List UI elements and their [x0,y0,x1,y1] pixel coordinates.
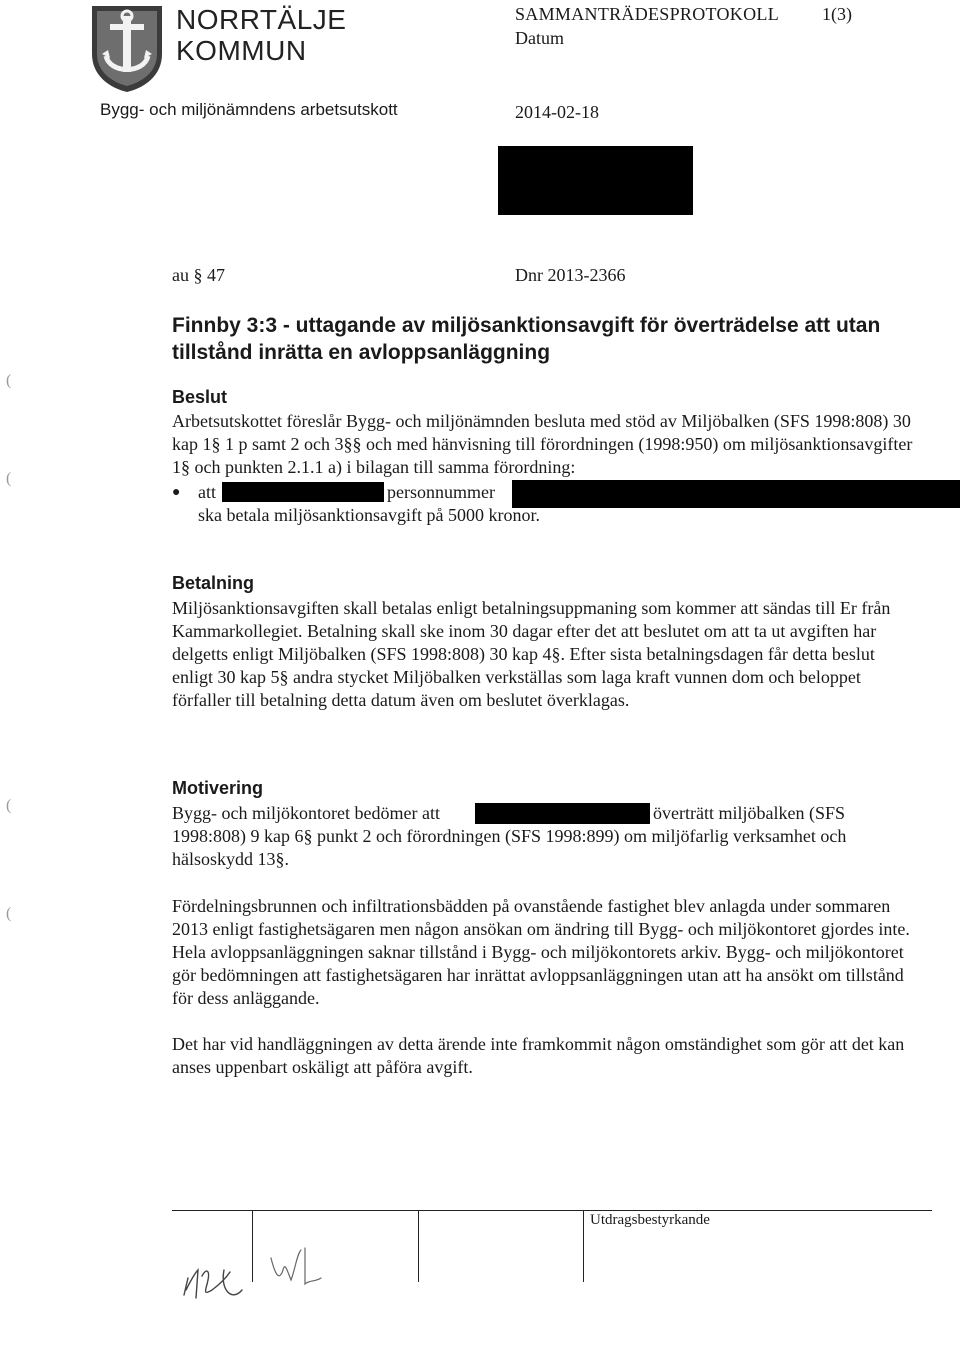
decision-bullet [172,481,932,504]
motivering-heading: Motivering [172,778,264,798]
redaction-block [498,146,693,215]
motivering-line1-after: överträtt miljöbalken (SFS [653,803,845,823]
motivering-line1-before: Bygg- och miljökontoret bedömer att [172,803,440,823]
handwritten-initials-1 [180,1240,250,1315]
motivering-line1-rest: 1998:808) 9 kap 6§ punkt 2 och förordningen (SFS 1998:899) om miljöfarlig verksamhet och hälsoskydd 13§. [172,826,847,869]
motivering-line1 [172,802,932,825]
bullet-personnummer-word: personnummer [387,482,495,502]
document-type: SAMMANTRÄDESPROTOKOLL [515,4,779,24]
margin-mark: ( [6,470,12,487]
margin-mark: ( [6,797,12,814]
item-heading: Finnby 3:3 - uttagande av miljösanktionsavgift för överträdelse att utan tillstånd inrätta en avloppsanläggning [172,314,881,364]
bullet-att-word: att [198,482,216,502]
department-name: Bygg- och miljönämndens arbetsutskott [100,100,398,119]
case-number: Dnr 2013-2366 [515,265,626,285]
bullet-continuation: ska betala miljösanktionsavgift på 5000 kronor. [198,505,540,525]
signature-table-divider [252,1210,253,1282]
motivering-paragraph2: Fördelningsbrunnen och infiltrationsbädden på ovanstående fastighet blev anlagda under sommaren 2013 enligt fastighetsägaren men någon ansökan om ändring till Bygg- och miljökontoret gjordes inte. Hela avloppsanläggningen saknar tillstånd i Bygg- och miljökontorets arkiv. Bygg- och miljökontoret gör bedömningen att fastighetsägaren har inrättat avloppsanläggningen utan att ha ansökt om tillstånd för dess anläggande. [172,896,910,1008]
redaction-block [512,480,960,508]
organization-name-line1: NORRTÄLJE [176,4,347,35]
date-label: Datum [515,28,564,48]
bullet-dot-icon: ● [172,485,181,500]
utdragsbestyrkande-label: Utdragsbestyrkande [590,1212,710,1228]
handwritten-initials-2 [265,1240,335,1300]
betalning-heading: Betalning [172,573,255,593]
signature-table-top-line [172,1210,932,1211]
organization-name-line2: KOMMUN [176,35,307,66]
beslut-text: Arbetsutskottet föreslår Bygg- och miljönämnden besluta med stöd av Miljöbalken (SFS 1998:808) 30 kap 1§ 1 p samt 2 och 3§§ och med hänvisning till förordningen (1998:950) om miljösanktionsavgifter 1§ och punkten 2.1.1 a) i bilagan till samma förordning: [172,411,913,477]
margin-mark: ( [6,372,12,389]
margin-mark: ( [6,905,12,922]
beslut-heading: Beslut [172,387,228,407]
betalning-text: Miljösanktionsavgiften skall betalas enligt betalningsuppmaning som kommer att sändas till Er från Kammarkollegiet. Betalning skall ske inom 30 dagar efter det att beslutet om att ta ut avgiften har delgetts enligt Miljöbalken (SFS 1998:808) 30 kap 4§. Efter sista betalningsdagen får detta beslut enligt 30 kap 5§ andra stycket Miljöbalken verkställas som laga kraft vunnen dom och beloppet förfaller till betalning detta datum även om beslutet överklagas. [172,598,891,710]
municipality-crest-logo [88,2,166,94]
section-number: au § 47 [172,265,225,285]
meeting-date: 2014-02-18 [515,102,599,122]
page-number: 1(3) [822,4,852,24]
redaction-block [222,482,384,502]
signature-table-divider [418,1210,419,1282]
motivering-paragraph3: Det har vid handläggningen av detta ärende inte framkommit någon omständighet som gör att det kan anses uppenbart oskäligt att påföra avgift. [172,1034,905,1077]
redaction-block [475,803,650,824]
signature-table-divider [583,1210,584,1282]
